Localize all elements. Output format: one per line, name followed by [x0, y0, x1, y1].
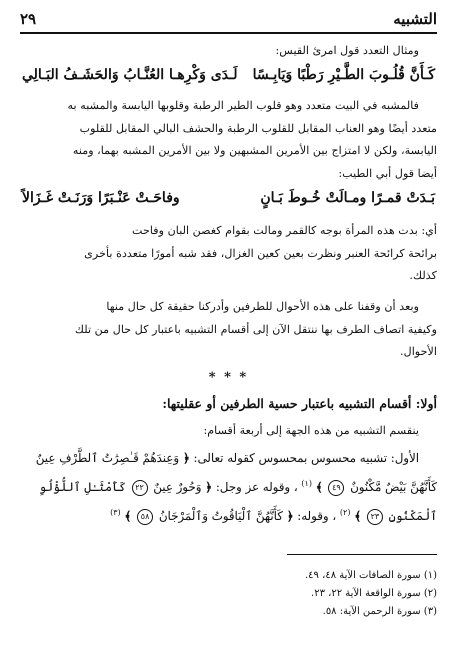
para2-line: كذلك.	[409, 269, 437, 282]
connector-2: ، وقوله:	[297, 508, 337, 523]
ornate-bracket-open: ﴿	[205, 479, 213, 494]
first-type-block	[20, 446, 437, 529]
first-type-lead: الأول: تشبيه محسوس بمحسوس كقوله تعالى:	[193, 451, 419, 465]
page-number: ٢٩	[20, 10, 37, 28]
footnotes	[20, 567, 437, 621]
quran-line-1	[20, 446, 437, 471]
connector-1: ، وقوله عز وجل:	[215, 479, 298, 494]
para3-line: الأحوال.	[400, 345, 437, 358]
ayah3: كَأَنَّهُنَّ ٱلْيَاقُوتُ وَٱلْمَرْجَانُ	[158, 508, 283, 523]
section-intro: ينقسم التشبيه من هذه الجهة إلى أربعة أقسام:	[203, 424, 419, 437]
section-heading-block	[20, 393, 437, 415]
page-header	[20, 6, 437, 34]
quran-line-2	[20, 471, 437, 500]
ayah1-number: ٤٩	[328, 480, 344, 496]
verse-abu-al-tayyib	[20, 185, 437, 211]
para1-line: اليابسة، ولكن لا امتزاج بين الأمرين المشبهين ولا بين الأمرين المشبه بهما، ومنه	[72, 144, 437, 157]
quran-line-3	[20, 500, 437, 529]
footnote-ref-2: (٢)	[339, 507, 351, 517]
separator	[20, 370, 437, 385]
para1-line: أيضا قول أبي الطيب:	[338, 166, 437, 180]
ornate-bracket-close: ﴾	[124, 508, 132, 523]
intro-paragraph	[20, 40, 437, 63]
ornate-bracket-close: ﴾	[354, 508, 362, 523]
footnote-3: (٣) سورة الرحمن الآية: ٥٨.	[322, 606, 437, 617]
ayah2-part2: كَأَمْثَـٰلِ ٱللُّؤْلُوِ	[39, 479, 126, 494]
para3-line: وبعد أن وقفنا على هذه الأحوال للطرفين وأدركنا حقيقة كل حال منها	[106, 300, 419, 313]
paragraph-2	[20, 220, 437, 288]
section-heading: أولا: أقسام التشبيه باعتبار حسية الطرفين أو عقليتها:	[162, 396, 437, 411]
footnote-ref-3: (٣)	[110, 507, 121, 517]
ayah1-part1: وَعِندَهُمْ قَـٰصِرَٰتُ ٱلطَّرْفِ عِينٌ	[35, 451, 180, 465]
footnote-ref-1: (١)	[301, 479, 312, 488]
separator-stars: * * *	[208, 370, 249, 385]
verse1-first-hemistich: كَـأَنَّ قُلُـوبَ الطَّـيْرِ رَطْبًا وَيَابِـسًا	[252, 67, 435, 83]
verse-imru-al-qais	[20, 62, 437, 88]
paragraph-3	[20, 296, 437, 364]
para3-line: وكيفية اتصاف الطرف بها ننتقل الآن إلى أقسام التشبيه باعتبار كل حال من تلك	[74, 322, 437, 336]
ornate-bracket-close: ﴾	[315, 479, 323, 494]
ayah2-number-1: ٢٢	[132, 480, 148, 496]
footnote-1: (١) سورة الصافات الآية ٤٨، ٤٩.	[304, 570, 437, 581]
verse1-second-hemistich: لَـدَى وَكْرِهـا العُنَّـابُ وَالحَشَـفُ البَـالِي	[22, 67, 238, 83]
para2-line: برائحة كرائحة العنبر ونظرت بعين كعين الغزال، فقد شبه أمورًا متعددة بأخرى	[84, 246, 437, 260]
running-title: التشبيه	[393, 10, 437, 28]
ornate-bracket-open: ﴿	[182, 451, 190, 465]
para2-line: أي: بدت هذه المرأة بوجه كالقمر ومالت بقوام كغصن البان وفاحت	[131, 224, 437, 237]
ayah1-part2: كَأَنَّهُنَّ بَيْضٌ مَّكْنُونٌ	[350, 479, 437, 494]
footnote-divider	[287, 554, 437, 555]
ayah2-part1: وَحُورٌ عِينٌ	[153, 479, 202, 494]
ayah2-number-2: ٢٣	[367, 509, 383, 525]
para1-line: متعدد أيضًا وهو العناب المقابل للقلوب الرطبة والحشف البالي المقابل للقلوب	[79, 121, 437, 135]
ornate-bracket-open: ﴿	[286, 508, 294, 523]
ayah2-part3: ٱلْمَكْنُونِ	[388, 508, 437, 523]
para1-line: فالمشبه في البيت متعدد وهو قلوب الطير الرطبة وقلوبها اليابسة والمشبه به	[67, 99, 419, 112]
intro-line: ومثال التعدد قول امرئ القيس:	[275, 44, 419, 57]
section-intro-block	[20, 420, 437, 443]
verse2-first-hemistich: بَـدَتْ قمـرًا ومـالَتْ خُـوطَ بَـانٍ	[260, 190, 435, 206]
paragraph-1	[20, 95, 437, 185]
ayah3-number: ٥٨	[137, 509, 153, 525]
verse2-second-hemistich: وفاحَـتْ عَنْـبَرًا وَرَنَـتْ غَـزَالاً	[22, 190, 180, 206]
footnote-2: (٢) سورة الواقعة الآية ٢٢، ٢٣.	[311, 588, 437, 599]
